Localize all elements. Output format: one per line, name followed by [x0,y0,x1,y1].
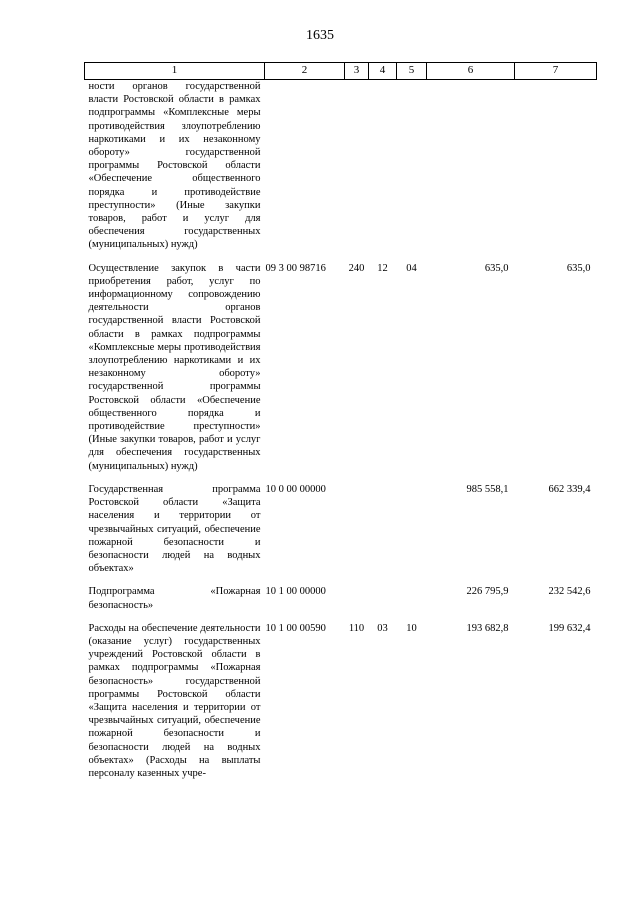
row-target-code: 10 1 00 00000 [265,586,326,598]
table-row [85,483,597,575]
row-amount-1 [427,80,515,252]
column-header: 6 [427,63,515,80]
column-header: 1 [85,63,265,80]
row-description: Подпрограмма «Пожарная безопасность» [88,586,261,611]
row-expense-type [345,80,369,252]
row-target-code: 10 1 00 00590 [265,622,326,634]
row-subsection: 10 [406,622,417,634]
row-subsection [397,483,427,575]
row-section [369,80,397,252]
table-row [85,262,597,473]
table-row [85,80,597,252]
budget-table [84,62,597,780]
row-spacer [85,473,597,483]
row-spacer [85,575,597,585]
row-target-code [265,80,345,252]
table-row [85,622,597,780]
row-amount-1: 985 558,1 [466,483,509,495]
row-subsection [397,585,427,611]
column-header: 4 [369,63,397,80]
column-header: 2 [265,63,345,80]
row-amount-1: 193 682,8 [466,622,509,634]
row-spacer [85,612,597,622]
row-section [369,585,397,611]
row-description: Государственная программа Ростовской области «Защита населения и территории от чрезвычайных ситуаций, обеспечение пожарной безопасности и безопасности людей на водных объектах» [88,483,261,575]
row-expense-type [345,585,369,611]
row-description: Расходы на обеспечение деятельности (оказание услуг) государственных учреждений Ростовской области в рамках подпрограммы «Пожарная безопасность» государственной программы Ростовской области «Защита населения и территории от чрезвычайных ситуаций, обеспечение пожарной безопасности и безопасности людей на водных объектах» (Расходы на выплаты персоналу казенных учре- [88,622,261,779]
row-subsection [397,80,427,252]
row-amount-2: 662 339,4 [548,483,591,495]
row-description: ности органов государственной власти Ростовской области в рамках подпрограммы «Комплексные меры противодействия злоупотреблению наркотиками и их незаконному обороту» государственной программы Ростовской области «Обеспечение общественного порядка и противодействие преступности» (Иные закупки товаров, работ и услуг для обеспечения государственных (муниципальных) нужд) [88,81,261,251]
row-section: 12 [377,262,388,274]
row-expense-type [345,483,369,575]
column-header: 3 [345,63,369,80]
table-row [85,585,597,611]
table-header-row [85,63,597,80]
column-header: 5 [397,63,427,80]
row-subsection: 04 [406,262,417,274]
row-expense-type: 240 [348,262,365,274]
row-amount-2 [515,80,597,252]
row-amount-1: 226 795,9 [466,586,509,598]
row-section [369,483,397,575]
row-amount-2: 635,0 [566,262,591,274]
page-number: 1635 [306,28,334,43]
row-amount-1: 635,0 [484,262,509,274]
row-target-code: 09 3 00 98716 [265,262,326,274]
column-header: 7 [515,63,597,80]
row-amount-2: 232 542,6 [548,586,591,598]
row-amount-2: 199 632,4 [548,622,591,634]
row-expense-type: 110 [348,622,365,634]
row-description: Осуществление закупок в части приобретения работ, услуг по информационному сопровождению деятельности органов государственной власти Ростовской области в рамках подпрограммы «Комплексные меры противодействия злоупотреблению наркотиками и их незаконному обороту» государственной программы Ростовской области «Обеспечение общественного порядка и противодействие преступности» (Иные закупки товаров, работ и услуг для обеспечения государственных (муниципальных) нужд) [88,262,261,472]
row-spacer [85,252,597,262]
row-section: 03 [377,622,388,634]
row-target-code: 10 0 00 00000 [265,483,326,495]
